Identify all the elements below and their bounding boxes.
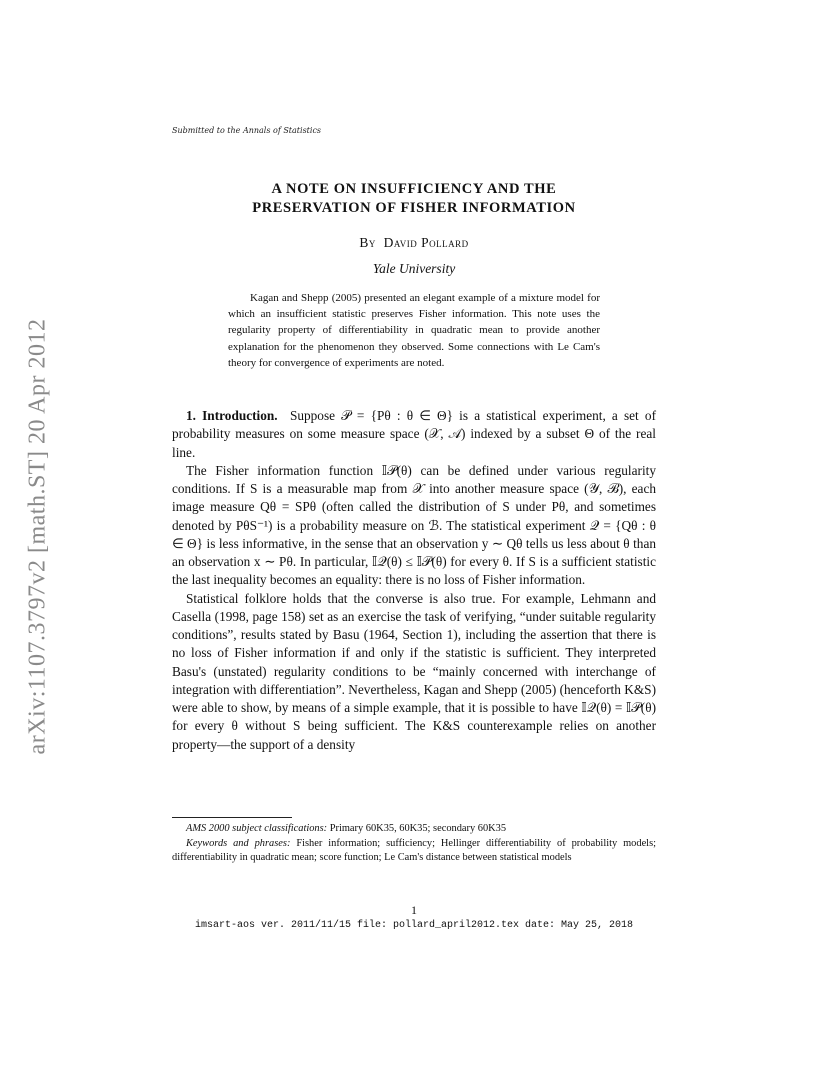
paragraph-1-text: Suppose 𝒫 = {Pθ : θ ∈ Θ} is a statistical experiment, a set of probability measures on some measure space (𝒳, 𝒜) indexed by a subset Θ of the real line. [172, 408, 656, 460]
ams-label: AMS 2000 subject classifications: [186, 823, 328, 834]
keywords-text: Fisher information; sufficiency; Hellinger differentiability of probability models; differentiability in quadratic mean; score function; Le Cam's distance between statistical models [172, 837, 656, 864]
footnotes [172, 822, 656, 866]
section-1-paragraph-1 [172, 407, 656, 462]
title-line-1: A NOTE ON INSUFFICIENCY AND THE [271, 181, 557, 197]
author-name: David Pollard [383, 235, 469, 250]
section-1-paragraph-2: The Fisher information function 𝕀𝒫(θ) can be defined under various regularity conditions. If S is a measurable map from 𝒳 into another measure space (𝒴, ℬ), each image measure Qθ = SPθ (often called the distribution of S under Pθ, and sometimes denoted by PθS⁻¹) is a probability measure on ℬ. The statistical experiment 𝒬 = {Qθ : θ ∈ Θ} is less informative, in the sense that an observation y ∼ Qθ tells us less about θ than an observation x ∼ Pθ. In particular, 𝕀𝒬(θ) ≤ 𝕀𝒫(θ) for every θ. If S is a sufficient statistic the last inequality becomes an equality: there is no loss of Fisher information. [172, 462, 656, 588]
ams-text: Primary 60K35, 60K35; secondary 60K35 [327, 823, 507, 834]
abstract [228, 290, 600, 371]
affiliation: Yale University [372, 261, 456, 276]
keywords [172, 837, 656, 866]
page-number: 1 [411, 903, 417, 917]
body-text [172, 407, 656, 754]
author-line [172, 235, 656, 251]
ams-classification [172, 822, 656, 837]
author-by: By [359, 235, 376, 250]
paper-title [172, 180, 656, 218]
section-1-paragraph-3: Statistical folklore holds that the converse is also true. For example, Lehmann and Casella (1998, page 158) set as an exercise the task of verifying, “under suitable regularity conditions”, results stated by Basu (1964, Section 1), including the assertion that there is no loss of Fisher information if and only if the statistic is sufficient. They interpreted Basu's (unstated) regularity conditions to be “mainly concerned with interchange of integration with differentiation”. Nevertheless, Kagan and Shepp (2005) (henceforth K&S) were able to show, by means of a simple example, that it is possible to have 𝕀𝒬(θ) = 𝕀𝒫(θ) for every θ without S being sufficient. The K&S counterexample relies on another property—the support of a density [172, 590, 656, 752]
section-heading: 1. Introduction. [186, 408, 278, 423]
title-line-2: PRESERVATION OF FISHER INFORMATION [252, 200, 576, 216]
arxiv-sidebar-stamp [18, 0, 58, 1072]
abstract-text: Kagan and Shepp (2005) presented an elegant example of a mixture model for which an insufficient statistic preserves Fisher information. This note uses the regularity property of differentiability in quadratic mean to provide another explanation for the phenomenon they observed. Some connections with Le Cam's theory for convergence of experiments are noted. [228, 292, 600, 369]
imprint-line: imsart-aos ver. 2011/11/15 file: pollard_april2012.tex date: May 25, 2018 [194, 920, 634, 931]
journal-header-note: Submitted to the Annals of Statistics [172, 126, 322, 135]
arxiv-id: arXiv:1107.3797v2 [math.ST] 20 Apr 2012 [24, 318, 51, 754]
keywords-label: Keywords and phrases: [186, 837, 291, 849]
footnote-rule [172, 817, 292, 818]
